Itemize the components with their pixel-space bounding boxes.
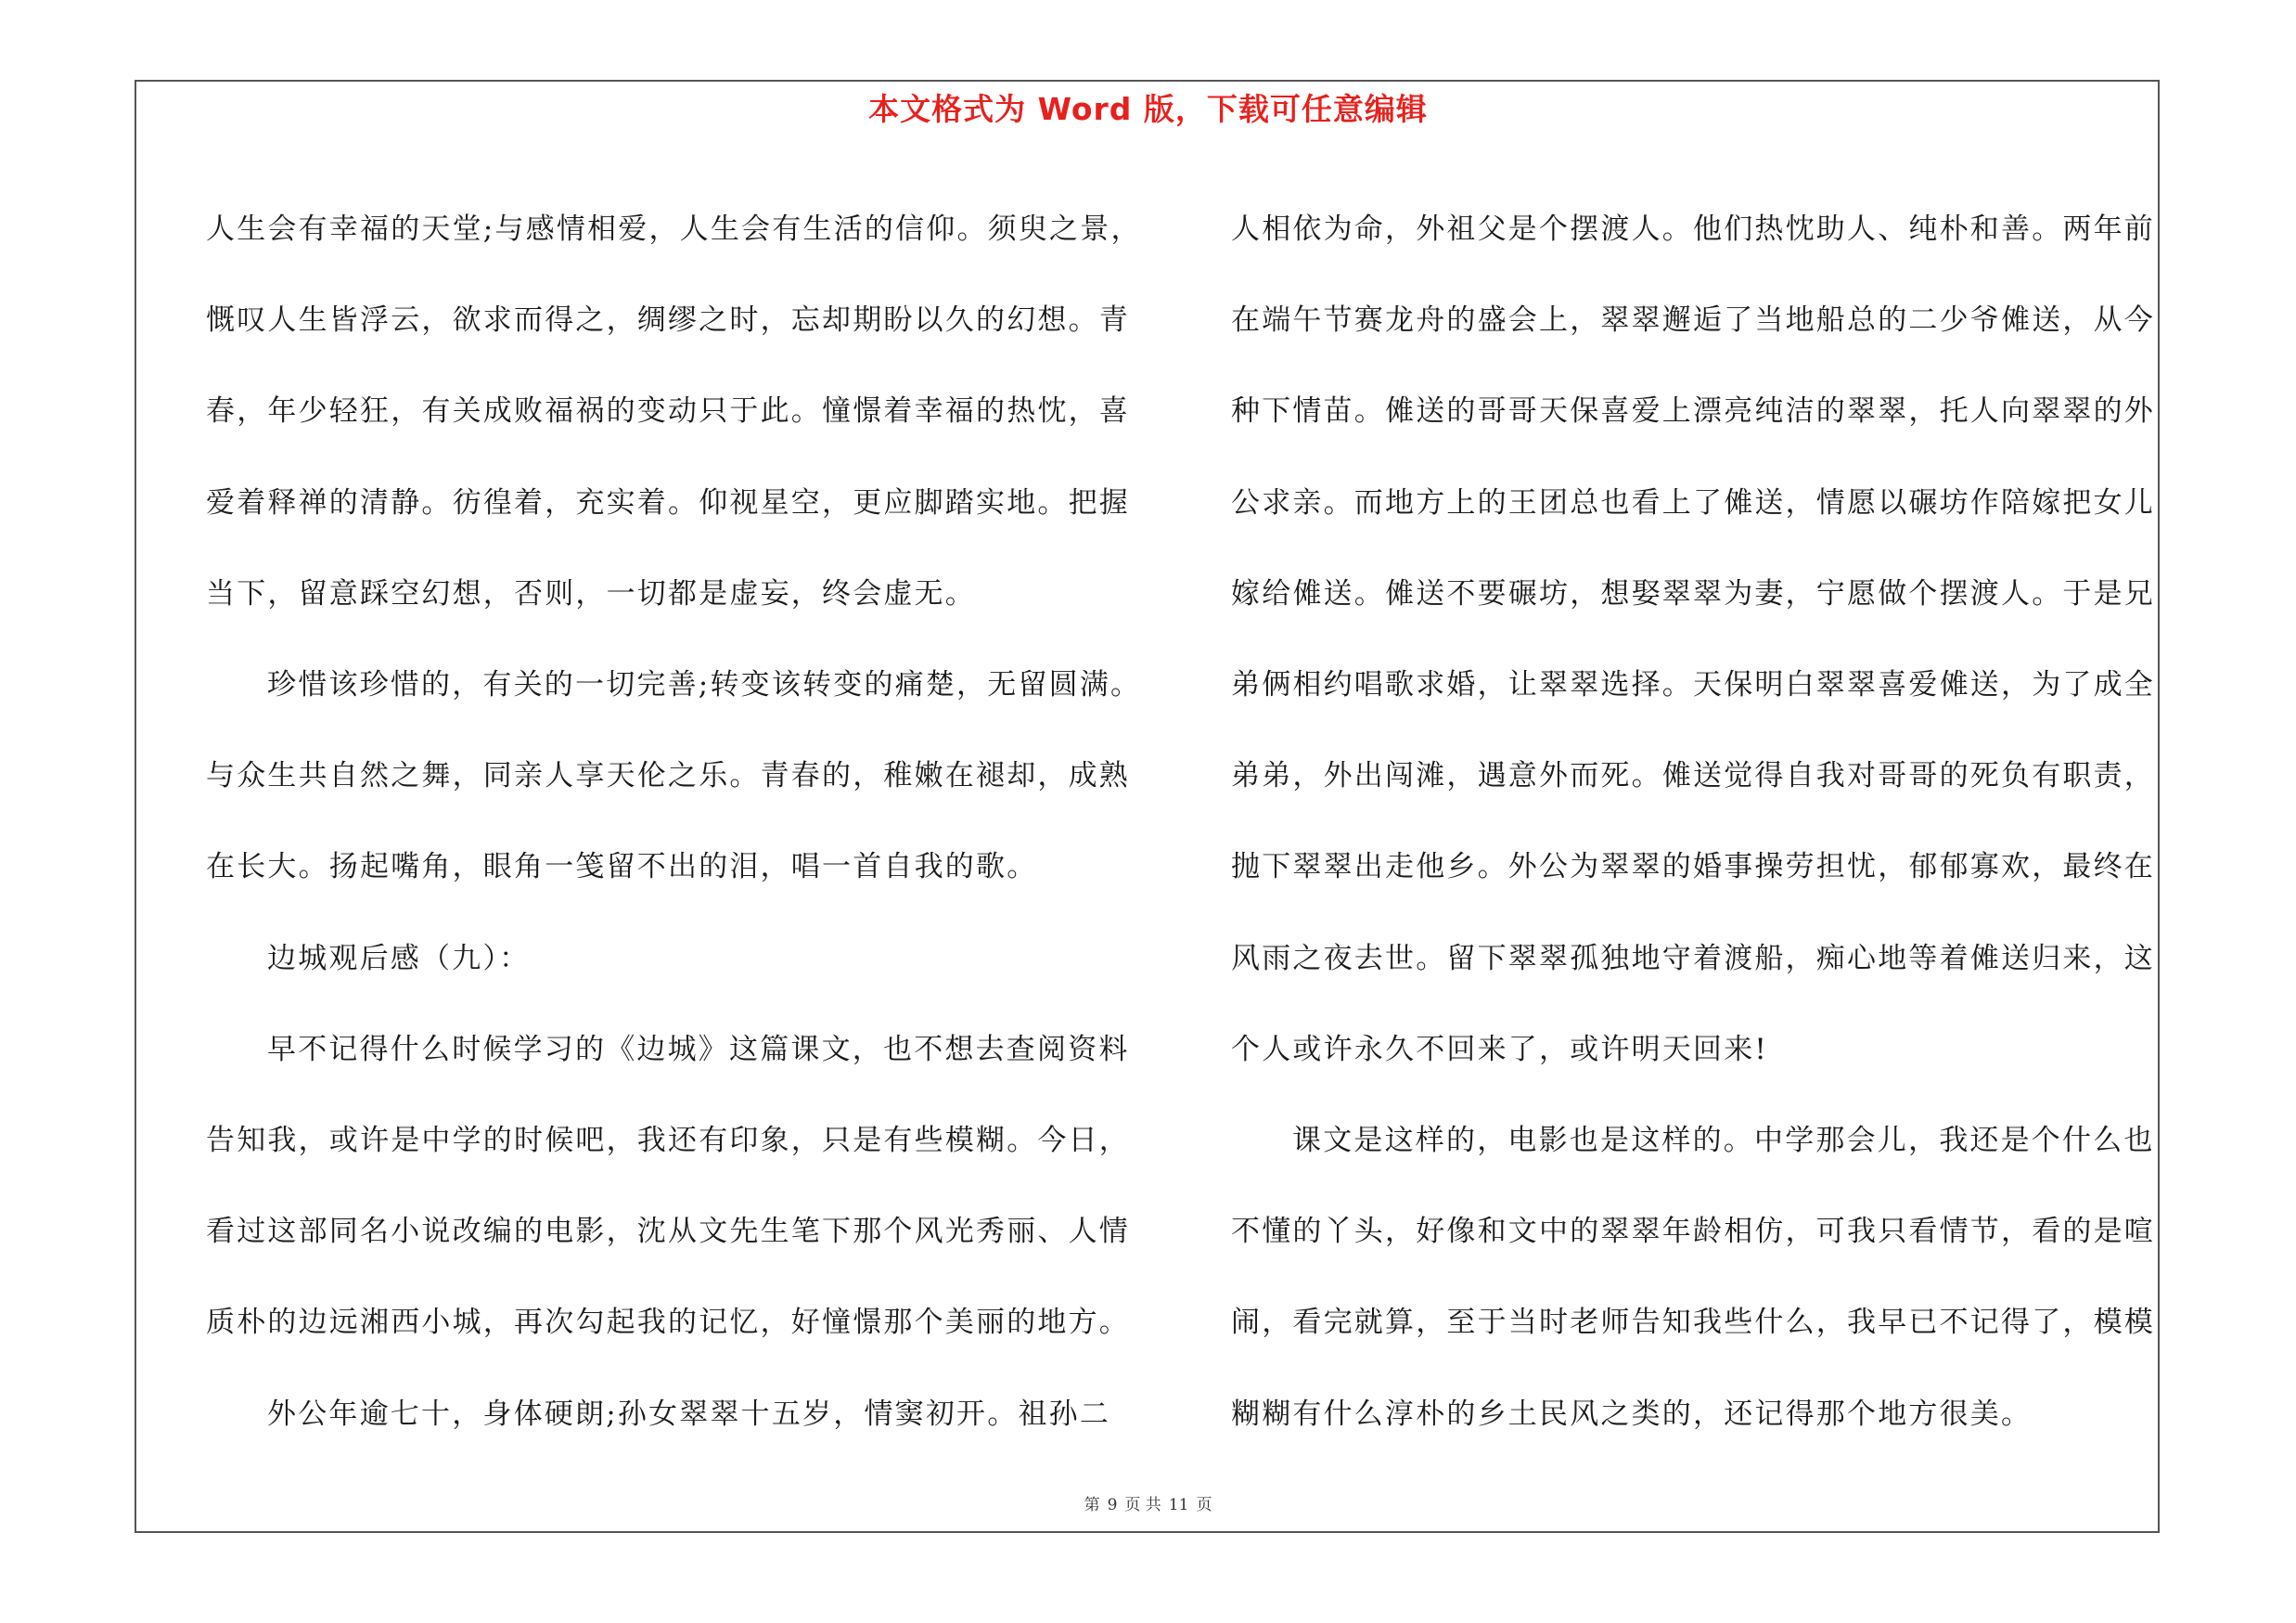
text-line: 质朴的边远湘西小城，再次勾起我的记忆，好憧憬那个美丽的地方。 xyxy=(206,1306,1130,1340)
text-line: 抛下翠翠出走他乡。外公为翠翠的婚事操劳担忧，郁郁寡欢，最终在 xyxy=(1231,850,2155,884)
page-label-suffix: 页 xyxy=(1196,1496,1212,1514)
text-line: 看过这部同名小说改编的电影，沈从文先生笔下那个风光秀丽、人情 xyxy=(206,1215,1130,1249)
total-pages-number: 11 xyxy=(1168,1496,1189,1514)
text-line: 当下，留意踩空幻想，否则，一切都是虚妄，终会虚无。 xyxy=(206,576,976,611)
text-line: 闹，看完就算，至于当时老师告知我些什么，我早已不记得了，模模 xyxy=(1231,1306,2155,1340)
text-line: 爱着释禅的清静。彷徨着，充实着。仰视星空，更应脚踏实地。把握 xyxy=(206,485,1130,520)
text-line: 嫁给傩送。傩送不要碾坊，想娶翠翠为妻，宁愿做个摆渡人。于是兄 xyxy=(1231,576,2155,611)
left-column xyxy=(206,184,1142,1460)
text-line: 弟俩相约唱歌求婚，让翠翠选择。天保明白翠翠喜爱傩送，为了成全 xyxy=(1231,668,2155,702)
text-line: 人生会有幸福的天堂;与感情相爱，人生会有生活的信仰。须臾之景， xyxy=(206,213,1142,246)
header-banner: 本文格式为 Word 版，下载可任意编辑 xyxy=(868,91,1428,127)
text-line: 与众生共自然之舞，同亲人享天伦之乐。青春的，稚嫩在褪却，成熟 xyxy=(206,759,1130,793)
text-line: 告知我，或许是中学的时候吧，我还有印象，只是有些模糊。今日， xyxy=(206,1124,1130,1158)
text-line: 春，年少轻狂，有关成败福祸的变动只于此。憧憬着幸福的热忱，喜 xyxy=(206,394,1130,429)
text-line: 人相依为命，外祖父是个摆渡人。他们热忱助人、纯朴和善。两年前 xyxy=(1231,213,2155,246)
paragraph-start-line: 早不记得什么时候学习的《边城》这篇课文，也不想去查阅资料 xyxy=(267,1032,1130,1066)
current-page-number: 9 xyxy=(1107,1496,1118,1514)
page-label-mid: 页 共 xyxy=(1124,1496,1161,1514)
text-line: 弟弟，外出闯滩，遇意外而死。傩送觉得自我对哥哥的死负有职责， xyxy=(1231,759,2155,793)
section-heading: 边城观后感（九）： xyxy=(267,941,531,975)
right-column xyxy=(1231,184,2159,1460)
text-line: 种下情苗。傩送的哥哥天保喜爱上漂亮纯洁的翠翠，托人向翠翠的外 xyxy=(1231,394,2155,429)
paragraph-start-line: 课文是这样的，电影也是这样的。中学那会儿，我还是个什么也 xyxy=(1292,1124,2155,1158)
text-line: 在长大。扬起嘴角，眼角一笺留不出的泪，唱一首自我的歌。 xyxy=(206,850,1038,884)
text-line: 风雨之夜去世。留下翠翠孤独地守着渡船，痴心地等着傩送归来，这 xyxy=(1231,941,2155,975)
text-line: 在端午节赛龙舟的盛会上，翠翠邂逅了当地船总的二少爷傩送，从今 xyxy=(1231,303,2155,338)
paragraph-start-line: 外公年逾七十，身体硬朗;孙女翠翠十五岁，情窦初开。祖孙二 xyxy=(267,1397,1111,1431)
page-label-prefix: 第 xyxy=(1084,1496,1100,1514)
text-line: 个人或许永久不回来了，或许明天回来! xyxy=(1231,1032,1769,1066)
text-line: 公求亲。而地方上的王团总也看上了傩送，情愿以碾坊作陪嫁把女儿 xyxy=(1231,485,2155,520)
text-line: 糊糊有什么淳朴的乡土民风之类的，还记得那个地方很美。 xyxy=(1231,1397,2033,1431)
paragraph-start-line: 珍惜该珍惜的，有关的一切完善;转变该转变的痛楚，无留圆满。 xyxy=(267,668,1142,702)
page-number-footer xyxy=(0,1495,2296,1515)
text-line: 不懂的丫头，好像和文中的翠翠年龄相仿，可我只看情节，看的是喧 xyxy=(1231,1215,2155,1249)
text-line: 慨叹人生皆浮云，欲求而得之，绸缪之时，忘却期盼以久的幻想。青 xyxy=(206,303,1130,338)
